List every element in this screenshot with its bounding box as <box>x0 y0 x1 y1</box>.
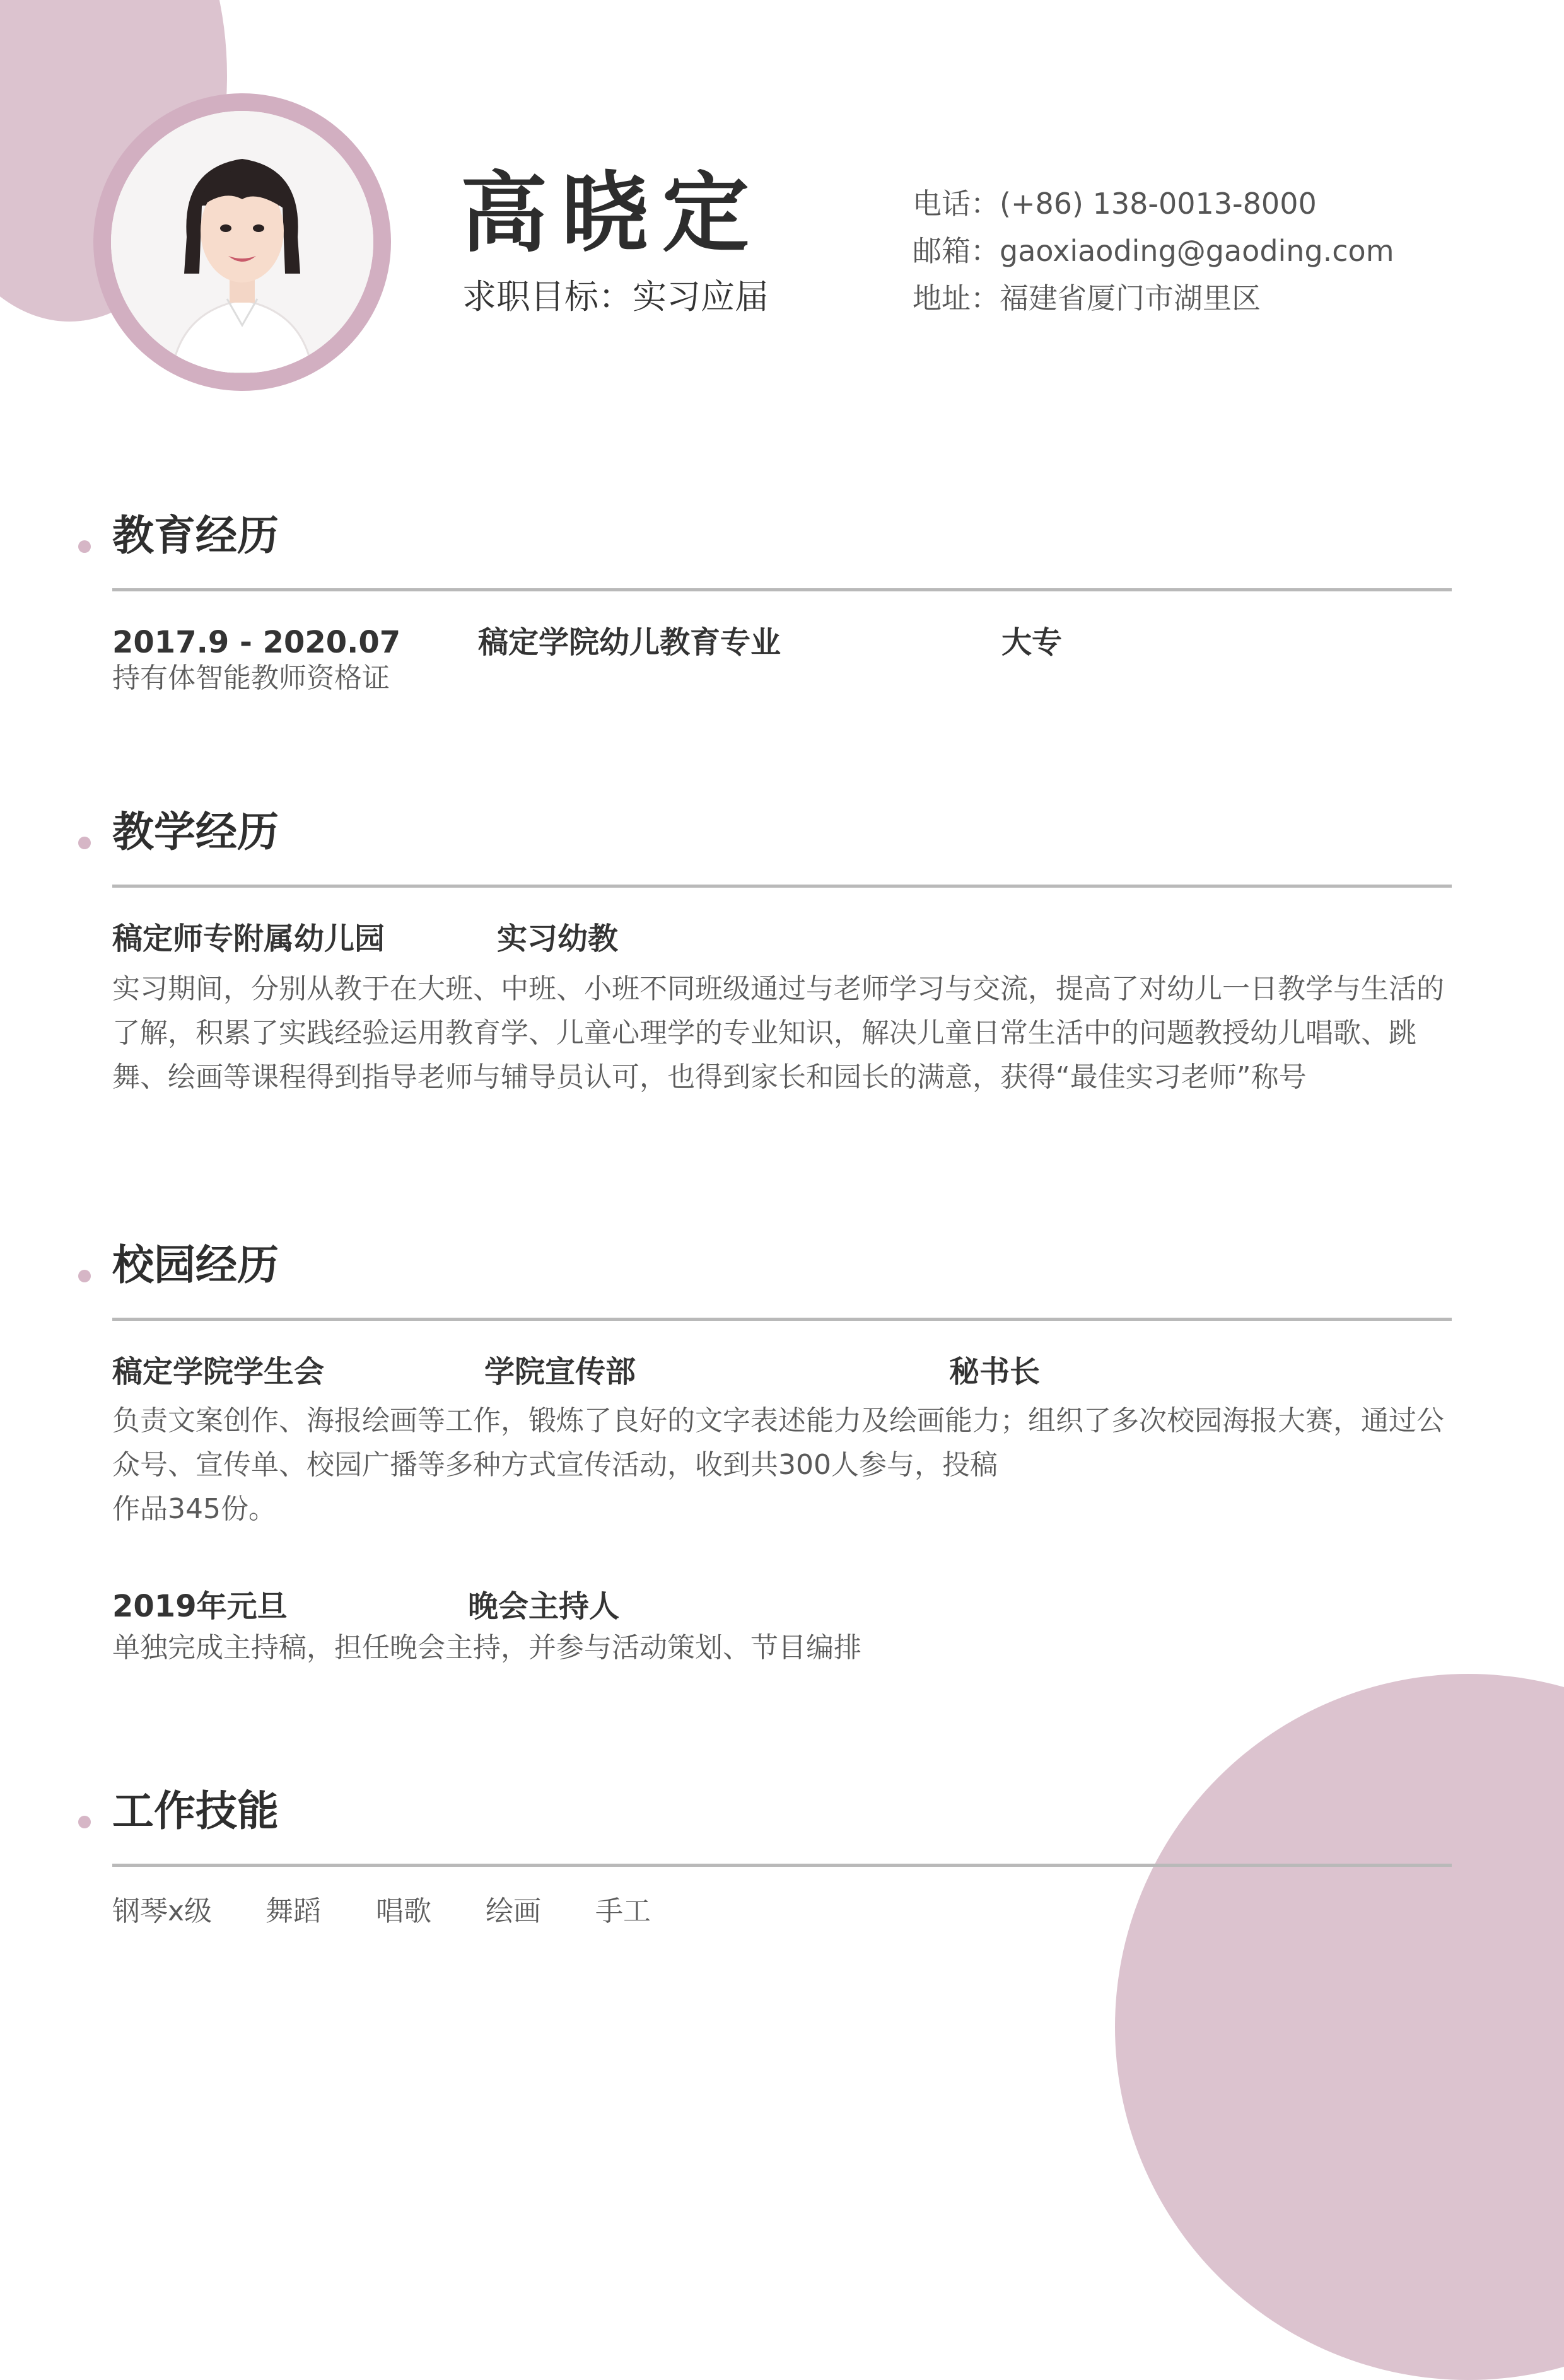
section-title: 校园经历 <box>112 1241 279 1289</box>
section-bullet-dot <box>78 837 91 849</box>
skill-item: 手工 <box>595 1895 651 1927</box>
campus-item-org: 稿定学院学生会 <box>112 1354 325 1390</box>
teaching-org: 稿定师专附属幼儿园 <box>112 921 385 956</box>
section-divider <box>112 885 1452 888</box>
decor-circle-bottom-right <box>1115 1674 1564 2380</box>
contact-email: 邮箱：gaoxiaoding@gaoding.com <box>913 234 1394 268</box>
campus-item-description <box>112 1399 1449 1531</box>
skill-item: 唱歌 <box>376 1895 431 1927</box>
teaching-description: 实习期间，分别从教于在大班、中班、小班不同班级通过与老师学习与交流，提高了对幼儿一日教学与生活的了解，积累了实践经验运用教育学、儿童心理学的专业知识，解决儿童日常生活中的问题教授幼儿唱歌、跳舞、绘画等课程得到指导老师与辅导员认可，也得到家长和园长的满意，获得“最佳实习老师”称号 <box>112 973 1444 1093</box>
education-period: 2017.9 - 2020.07 <box>112 625 401 660</box>
campus-item-org: 2019年元旦 <box>112 1589 288 1624</box>
section-bullet-dot <box>78 540 91 553</box>
skill-item: 舞蹈 <box>266 1895 321 1927</box>
education-school: 稿定学院幼儿教育专业 <box>478 625 781 660</box>
skill-item: 绘画 <box>486 1895 541 1927</box>
contact-address: 地址：福建省厦门市湖里区 <box>913 281 1261 315</box>
campus-item-description: 单独完成主持稿，担任晚会主持，并参与活动策划、节目编排 <box>112 1632 861 1664</box>
skill-item: 钢琴x级 <box>112 1895 213 1927</box>
teaching-role: 实习幼教 <box>497 921 619 956</box>
section-title: 教学经历 <box>112 808 279 856</box>
campus-item-role: 晚会主持人 <box>468 1589 620 1624</box>
section-title: 教育经历 <box>112 511 279 560</box>
campus-item-role: 秘书长 <box>949 1354 1041 1390</box>
candidate-name: 高晓定 <box>460 163 764 264</box>
section-divider <box>112 1864 1452 1867</box>
campus-item-dept: 学院宣传部 <box>484 1354 636 1390</box>
avatar-photo <box>111 111 373 373</box>
avatar-portrait-image <box>111 111 373 373</box>
contact-phone: 电话：(+86) 138-0013-8000 <box>913 187 1317 221</box>
campus-item-description-line: 负责文案创作、海报绘画等工作，锻炼了良好的文字表述能力及绘画能力；组织了多次校园海报大赛，通过公众号、宣传单、校园广播等多种方式宣传活动，收到共300人参与，投稿 <box>112 1405 1444 1481</box>
section-title: 工作技能 <box>112 1787 279 1835</box>
section-bullet-dot <box>78 1816 91 1828</box>
education-note: 持有体智能教师资格证 <box>112 662 390 694</box>
section-divider <box>112 588 1452 591</box>
section-bullet-dot <box>78 1270 91 1282</box>
section-divider <box>112 1318 1452 1321</box>
avatar-frame <box>93 93 391 391</box>
education-degree: 大专 <box>1001 625 1063 660</box>
campus-item-description-line: 作品345份。 <box>112 1493 276 1525</box>
job-objective: 求职目标：实习应届 <box>462 277 769 316</box>
